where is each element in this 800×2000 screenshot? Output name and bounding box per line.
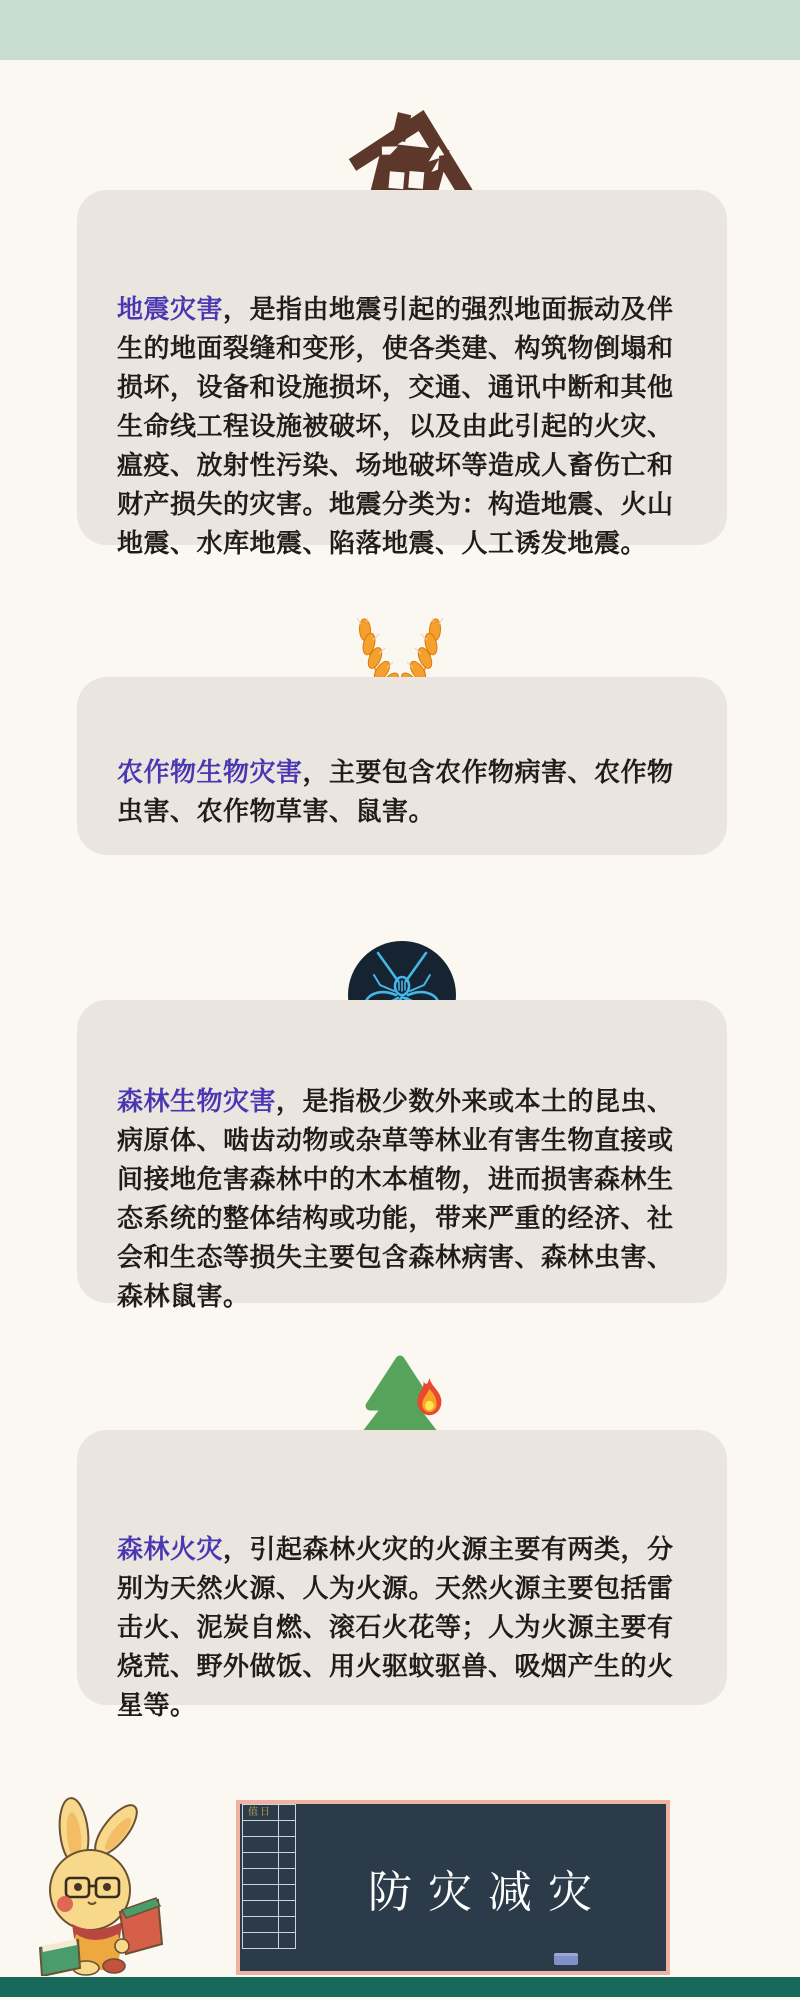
card-text: [117, 753, 687, 831]
card-title: 森林生物灾害: [117, 1086, 277, 1116]
top-green-bar: [0, 0, 800, 60]
card-body: ，是指极少数外来或本土的昆虫、病原体、啮齿动物或杂草等林业有害生物直接或间接地危害森林中的木本植物，进而损害森林生态系统的整体结构或功能，带来严重的经济、社会和生态等损失主要包含森林病害、森林虫害、森林鼠害。: [117, 1086, 674, 1311]
card-text: [117, 1082, 687, 1316]
disaster-card-earthquake: [77, 190, 727, 558]
disaster-card-forest-bio: [77, 1000, 727, 1311]
floor-strip: [0, 1977, 800, 1997]
eraser-icon: [554, 1953, 578, 1965]
reading-rabbit-icon: [28, 1796, 196, 1976]
blackboard: [236, 1800, 670, 1975]
card-text: [117, 1530, 687, 1725]
duty-roster-grid: [242, 1804, 295, 1948]
blackboard-title: 防灾减灾: [368, 1867, 608, 1917]
card-body: ，主要包含农作物病害、农作物虫害、农作物草害、鼠害。: [117, 757, 674, 826]
disaster-card-forest-fire: [77, 1430, 727, 1720]
duty-roster-label: 值日: [242, 1804, 279, 1821]
card-text: [117, 290, 687, 563]
disaster-card-crop: [77, 677, 727, 855]
card-title: 森林火灾: [117, 1534, 224, 1564]
card-title: 农作物生物灾害: [117, 757, 303, 787]
card-body: ，引起森林火灾的火源主要有两类，分别为天然火源、人为火源。天然火源主要包括雷击火、泥炭自燃、滚石火花等；人为火源主要有烧荒、野外做饭、用火驱蚊驱兽、吸烟产生的火星等。: [117, 1534, 674, 1720]
card-title: 地震灾害: [117, 294, 224, 324]
card-body: ，是指由地震引起的强烈地面振动及伴生的地面裂缝和变形，使各类建、构筑物倒塌和损坏，设备和设施损坏，交通、通讯中断和其他生命线工程设施被破坏，以及由此引起的火灾、瘟疫、放射性污染、场地破坏等造成人畜伤亡和财产损失的灾害。地震分类为：构造地震、火山地震、水库地震、陷落地震、人工诱发地震。: [117, 294, 674, 558]
